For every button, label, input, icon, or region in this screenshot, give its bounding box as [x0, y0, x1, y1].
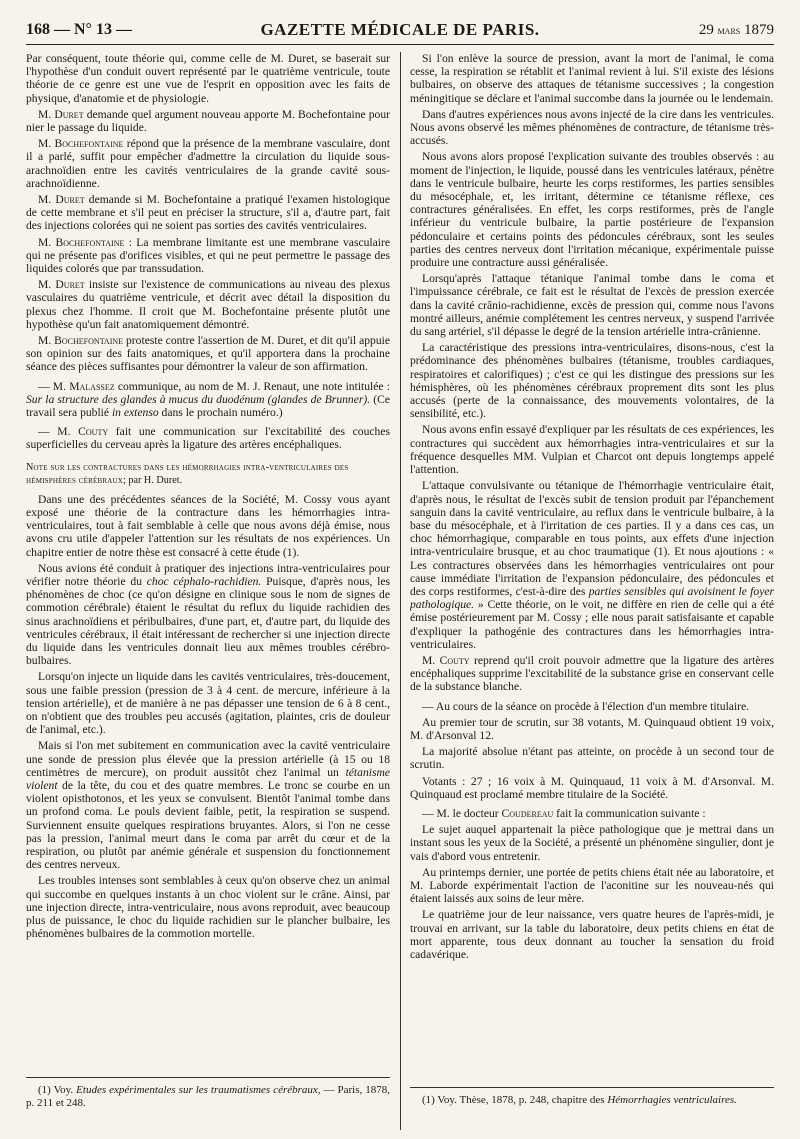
left-column	[26, 52, 390, 1130]
paragraph-text: de la tête, du cou et des quatre membres. Le tronc se courbe en un violent opisthotonos, et les yeux se convulsent. Bientôt l'animal tombe dans un profond coma. Le pouls devient faible, petit, la respiration se suspend. Surviennent ensuite quelques respirations bruyantes. Alors, si l'on ne cesse pas la pression, l'animal meurt dans le coma par arrêt du cœur et de la respiration, ou plutôt par anémie générale et suspension du fonctionnement des centres nerveux.	[26, 778, 390, 872]
paragraph	[410, 807, 774, 820]
paragraph-text: — M. le docteur	[422, 806, 502, 820]
paragraph: Le quatrième jour de leur naissance, vers quatre heures de l'après-midi, je trouvai en arrivant, sur la table du laboratoire, deux petits chiens en état de mort apparente, tous deux donnant au toucher la sensation du froid cadavérique.	[410, 908, 774, 961]
paragraph: Le sujet auquel appartenait la pièce pathologique que je mettrai dans un instant sous les yeux de la Société, a présenté un phénomène singulier, dont je vais d'abord vous entretenir.	[410, 823, 774, 863]
paragraph-text: proteste contre l'assertion de M. Duret, et dit qu'il appuie son opinion sur des faits anatomiques, et qu'il apportera dans la prochaine séance des pièces suffisantes pour démontrer la valeur de son affirmation.	[26, 334, 390, 374]
footnote	[26, 1084, 390, 1110]
paragraph	[26, 236, 390, 276]
paragraph-text: — M.	[38, 379, 70, 393]
right-column-text	[410, 52, 774, 964]
paragraph	[26, 739, 390, 871]
footnote-title: Etudes expérimentales sur les traumatismes cérébraux,	[76, 1084, 321, 1096]
page-header	[26, 16, 774, 45]
paragraph: Votants : 27 ; 16 voix à M. Quinquaud, 11 voix à M. d'Arsonval. M. Quinquaud est proclamé membre titulaire de la Société.	[410, 774, 774, 801]
paragraph-text: demande quel argument nouveau apporte M. Bochefontaine pour nier le passage du liquide.	[26, 107, 390, 135]
footnote-text: (1) Voy.	[38, 1084, 77, 1096]
speaker-name: Coudereau	[501, 806, 554, 820]
column-divider	[400, 52, 401, 1130]
paragraph-text: demande si M. Bochefontaine a pratiqué l'examen histologique de cette membrane et s'il peut en préciser la structure, s'il a, d'autre part, fait des injections colorées qui ne soient pas sorties des cavités ventriculaires.	[26, 193, 390, 233]
note-title: Sur la structure des glandes à mucus du duodénum (glandes de Brunner).	[26, 392, 371, 406]
issue-number: — N° 13 —	[54, 21, 132, 38]
paragraph: Nous avons alors proposé l'explication suivante des troubles observés : au moment de l'injection, le liquide, poussé dans les ventricules latéraux, pénètre dans le ventricule bulbaire, heurte les corps restiformes, les parties sensibles du mésocéphale, et, les irritant, détermine ce tétanisme réflexe, ces contractures généralisées. En effet, les corps restiformes, près de l'angle inférieur du ventricule bulbaire, la partie postérieure de l'expansion pédonculaire et certains points des pédoncules cérébraux, sont les seules parties des centres nerveux dont l'irritation mécanique, expérimentale puisse produire une contracture aussi généralisée.	[410, 150, 774, 270]
paragraph	[410, 654, 774, 694]
left-footnote	[26, 1077, 390, 1130]
speaker-name: M. Duret	[38, 193, 85, 207]
section-title-text: Note sur les contractures dans les hémorrhagies intra-ventriculaires des hémisphères cérébraux	[26, 461, 349, 486]
paragraph-text: Mais si l'on met subitement en communication avec la cavité ventriculaire une sonde de pression plus élevée que la pression artérielle (à 15 ou 18 centimètres de mercure), on produit aussitôt chez l'animal un	[26, 739, 390, 779]
paragraph: Lorsqu'on injecte un liquide dans les cavités ventriculaires, très-doucement, sous une faible pression (pression de 3 à 4 cent. de mercure, inférieure à la tension artérielle), et de manière à ne pas dépasser une tension de 6 à 8 cent., on n'obtient que des troubles peu accusés (agitation, plaintes, cris de douleur de l'animal, etc.).	[26, 670, 390, 737]
speaker-name: Malassez	[69, 379, 115, 393]
issue-date	[699, 16, 774, 44]
paragraph: Dans une des précédentes séances de la Société, M. Cossy vous ayant exposé une théorie de la contracture dans les hémorrhagies intra-ventriculaires, tout à fait semblable à celle que nous avons déjà émise, nous avons cru utile d'appeler l'attention sur les résultats de nos expériences. Un chapitre entier de notre thèse est consacré à cette étude (1).	[26, 492, 390, 559]
paragraph	[26, 562, 390, 668]
speaker-name: Couty	[78, 425, 109, 439]
speaker-name: M. Couty	[422, 653, 470, 667]
paragraph	[26, 425, 390, 451]
footnote-title: Hémorrhagies ventriculaires.	[607, 1094, 737, 1106]
paragraph-text: reprend qu'il croit pouvoir admettre que la ligature des artères encéphaliques supprime l'excitabilité de la substance grise en conservant celle de la substance blanche.	[410, 653, 774, 694]
paragraph-text: L'attaque convulsivante ou tétanique de l'hémorrhagie ventriculaire était, d'après nous, le résultat de l'excès subit de tension produit par l'épanchement sanguin dans la cavité ventriculaire, au reflux dans le ventricule bulbaire, à la base du mésocéphale, et à l'irritation de ces parties. Il y a dans ces cas, un choc hémorrhagique, comparable en tous points, aux effets d'une injection intra-ventriculaire brusque, et au choc traumatique (1). Et nous ajoutions : « Les contractures observées dans les hémorrhagies ventriculaires ont pour cause immédiate l'irritation de l'expansion pédonculaire, des pédoncules et des corps restiformes, c'est-à-dire des	[410, 479, 774, 598]
paragraph-text: (Ce travail sera publié	[26, 392, 390, 420]
paragraph: Au premier tour de scrutin, sur 38 votants, M. Quinquaud obtient 19 voix, M. d'Arsonval 12.	[410, 715, 774, 742]
speaker-name: M. Bochefontaine	[38, 334, 124, 348]
section-title	[26, 461, 390, 487]
paragraph	[26, 334, 390, 374]
italic-text: tétanisme violent	[26, 765, 390, 792]
paragraph-text: dans le prochain numéro.)	[158, 406, 283, 420]
journal-title: GAZETTE MÉDICALE DE PARIS.	[260, 20, 540, 39]
paragraph-text: fait la communication suivante :	[553, 806, 706, 820]
paragraph: Nous avons enfin essayé d'expliquer par les résultats de ces expériences, les contractures qui succèdent aux hémorrhagies intra-ventriculaires et sur la fréquence desquelles MM. Vulpian et Charcot ont depuis longtemps appelé l'attention.	[410, 423, 774, 477]
section-author: ; par H. Duret.	[122, 474, 183, 486]
paragraph: La caractéristique des pressions intra-ventriculaires, disons-nous, c'est la prédominance des phénomènes bulbaires (tétanisme, troubles cardiaques, respiratoires et calorifiques) ; c'est ce qui les distingue des pressions sur les hémisphères, où les phénomènes cérébraux proprement dits sont les plus accusés (perte de la connaissance, des mouvements volontaires, de la sensibilité, etc.).	[410, 341, 774, 421]
footnote-text: — Paris, 1878, p. 211 et 248.	[26, 1084, 390, 1109]
italic-text: parties sensibles qui avoisinent le foyer pathologique.	[410, 584, 774, 612]
paragraph	[26, 137, 390, 190]
paragraph	[26, 108, 390, 134]
speaker-name: M. Bochefontaine :	[38, 235, 132, 249]
date-day: 29	[698, 22, 714, 38]
speaker-name: M. Bochefontaine	[38, 137, 124, 151]
paragraph: La majorité absolue n'étant pas atteinte, on procède à un second tour de scrutin.	[410, 745, 774, 772]
paragraph-text: Puisque, d'après nous, les phénomènes de choc (ce qu'on désigne en clinique sous le nom de signes de commotion cérébrale) étaient le résultat du reflux du liquide rachidien des sinus arachnoïdiens et péribulbaires, d'une part, et, d'autre part, du liquide des ventricules cérébraux, il était intéressant de rechercher si une injection directe du liquide dans les ventricules donnait lieu aux mêmes troubles cérébro-bulbaires.	[26, 574, 390, 668]
left-column-text	[26, 52, 390, 943]
footnote	[410, 1094, 774, 1107]
paragraph	[410, 479, 774, 651]
date-year: 1879	[744, 22, 774, 38]
paragraph-text: » Cette théorie, on le voit, ne diffère en rien de celle qui a été émise postérieurement par M. Cossy ; elle nous parait satisfaisante et capable d'expliquer la pathogénie des contractures dans les hémorrhagies intra-ventriculaires.	[410, 598, 774, 651]
two-column-body	[26, 52, 774, 1130]
speaker-name: M. Duret	[38, 107, 84, 121]
paragraph	[26, 278, 390, 331]
paragraph	[26, 193, 390, 233]
paragraph: Lorsqu'après l'attaque tétanique l'animal tombe dans le coma et l'impuissance cérébrale, ce fait est le résultat de l'excès de pression exercée dans la cavité crânio-rachidienne, excès de pression qui, comme nous l'avons montré ailleurs, anémie complétement les centres nerveux, y suspend l'arrivée du sang artériel, s'il dépasse le degré de la tension artérielle intra-crânienne.	[410, 272, 774, 339]
right-footnote	[410, 1087, 774, 1130]
italic-text: choc céphalo-rachidien.	[146, 574, 262, 588]
italic-text: in extenso	[111, 406, 159, 420]
paragraph-text: répond que la présence de la membrane vasculaire, dont il a parlé, suffit pour empêcher d'admettre la circulation du liquide sous-arachnoïdien entre les cavités ventriculaires de la grande cavité sous-arachnoïdienne.	[26, 137, 390, 190]
paragraph-text: Nous avions été conduit à pratiquer des injections intra-ventriculaires pour vérifier notre théorie du	[26, 561, 390, 588]
paragraph: Les troubles intenses sont semblables à ceux qu'on observe chez un animal qui succombe en quelques instants à un choc violent sur le crâne. Ainsi, par une injection directe, intra-ventriculaire, nous avons reproduit, avec beaucoup plus de puissance, le choc du liquide rachidien sur le plancher bulbaire, les phénomènes bulbaires de la commotion mortelle.	[26, 874, 390, 941]
paragraph-text: La membrane limitante est une membrane vasculaire qui ne présente pas d'orifices visibles, et qui ne peut permettre le passage des liquides colorés que par transsudation.	[26, 235, 390, 276]
paragraph: — Au cours de la séance on procède à l'élection d'un membre titulaire.	[422, 699, 750, 713]
speaker-name: M. Duret	[38, 278, 85, 292]
paragraph-text: insiste sur l'existence de communications au niveau des plexus vasculaires du quatrième ventricule, et décrit avec détail la disposition du plexus chez l'homme. Il croit que M. Bochefontaine présente plutôt une hypothèse qu'un fait anatomiquement démontré.	[26, 278, 390, 331]
paragraph-text: communique, au nom de M. J. Renaut, une note intitulée :	[114, 379, 390, 393]
date-month: mars	[717, 23, 741, 37]
paragraph: Dans d'autres expériences nous avons injecté de la cire dans les ventricules. Nous avons observé les mêmes phénomènes de contracture, de tétanisme très-accusés.	[410, 107, 774, 148]
paragraph: Si l'on enlève la source de pression, avant la mort de l'animal, le coma cesse, la respiration se rétablit et l'animal revient à lui. S'il existe des lésions bulbaires, on observe des attaques de tétanisme successives ; la congestion méningitique se déclare et l'animal succombe dans la journée ou le lendemain.	[410, 52, 774, 105]
right-column	[410, 52, 774, 1130]
paragraph: Au printemps dernier, une portée de petits chiens était née au laboratoire, et M. Laborde expérimentait l'action de l'aconitine sur les nouveau-nés qui étaient laissés aux soins de leur mère.	[410, 865, 774, 906]
paragraph	[26, 380, 390, 420]
paragraph: Par conséquent, toute théorie qui, comme celle de M. Duret, se baserait sur l'hypothèse d'un conduit ouvert représenté par le quatrième ventricule, toute théorie de ce genre est une vue de l'esprit en opposition avec les faits de physique, d'anatomie et de physiologie.	[26, 52, 390, 105]
footnote-text: (1) Voy. Thèse, 1878, p. 248, chapitre des	[422, 1094, 608, 1106]
paragraph-text: fait une communication sur l'excitabilité des couches superficielles du cerveau après la ligature des artères encéphaliques.	[26, 425, 390, 452]
paragraph-text: — M.	[38, 425, 79, 439]
page-number: 168	[26, 21, 50, 38]
